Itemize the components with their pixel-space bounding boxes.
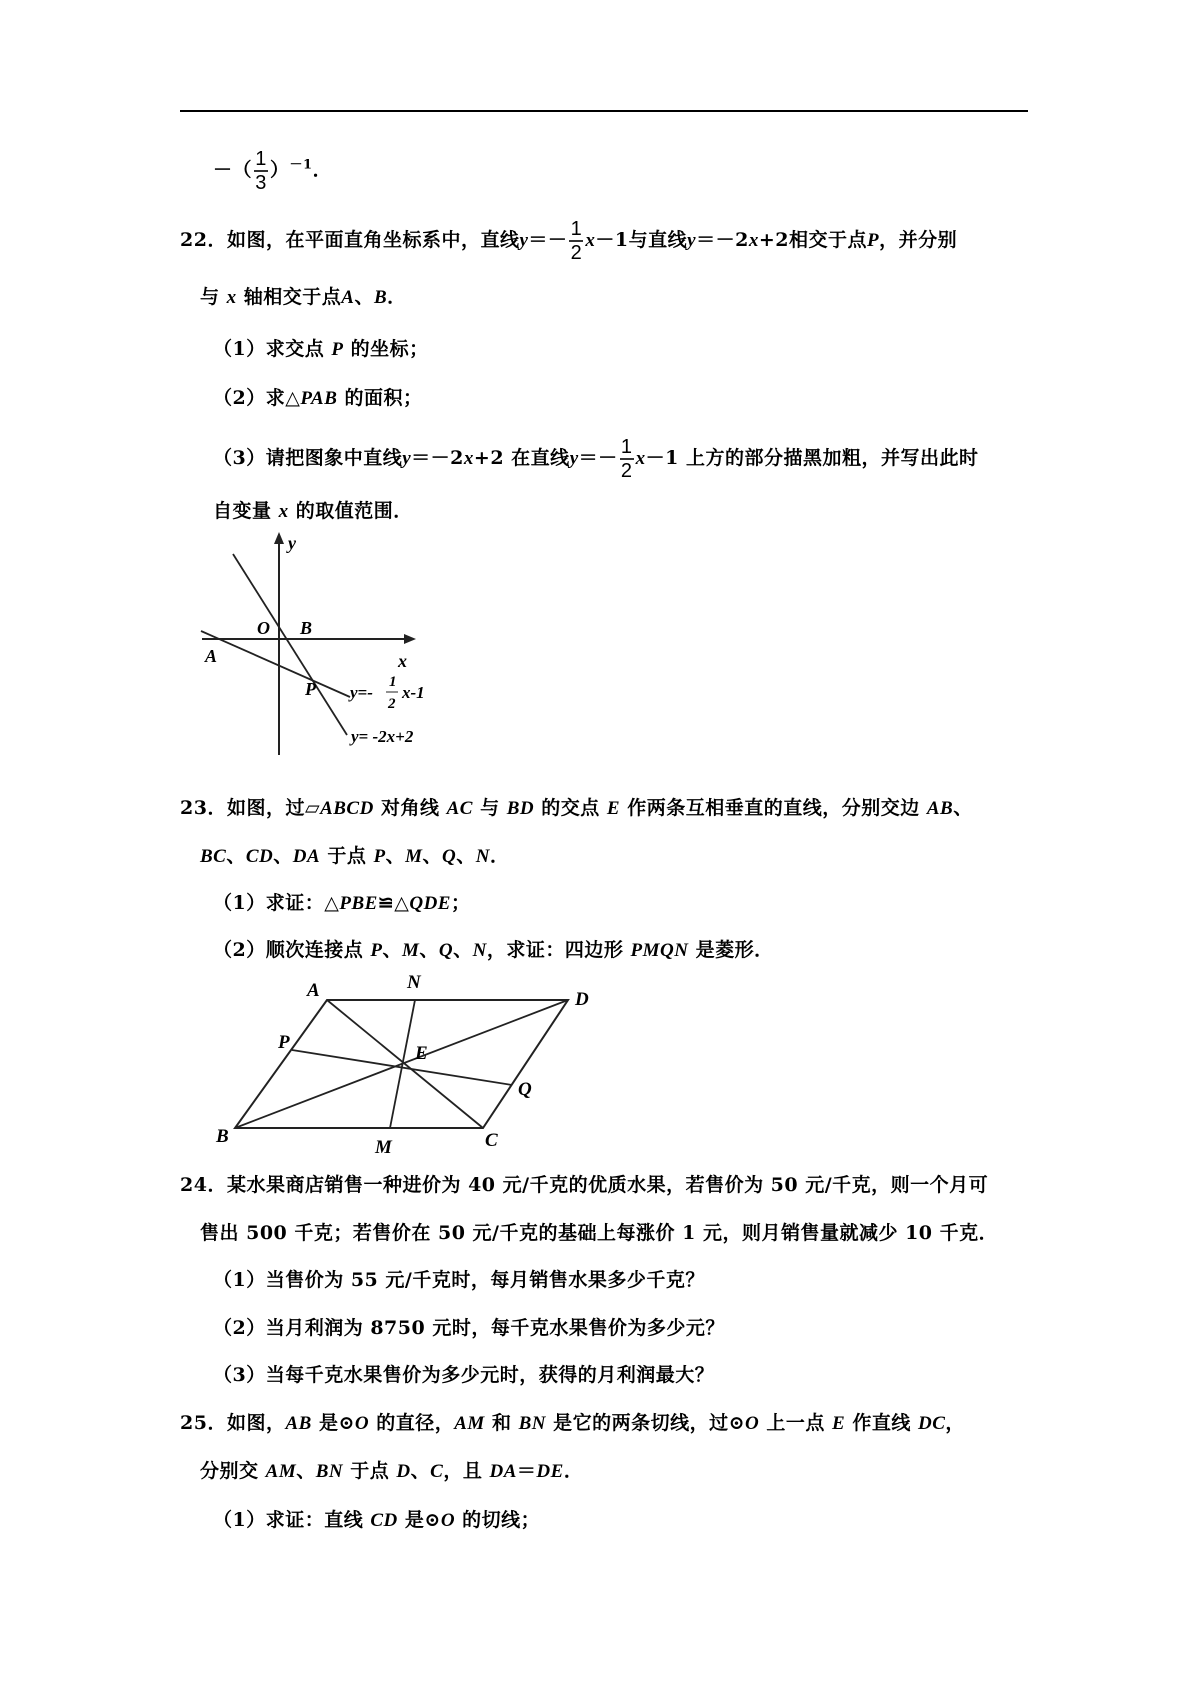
q24-part1 [213, 1265, 705, 1292]
label-eq1-num: 1 [389, 674, 397, 690]
label-E: E [415, 1043, 428, 1064]
var: P [370, 940, 383, 961]
var: C [430, 1461, 444, 1482]
text: 的切线； [462, 1509, 541, 1531]
question-number: 22． [180, 228, 227, 251]
text: 、 [296, 1460, 316, 1482]
text: 、 [385, 845, 406, 867]
text: （3）当每千克水果售价为多少元时，获得的月利润最大？ [213, 1364, 715, 1386]
line-nm [390, 1000, 415, 1128]
var: ABCD [320, 798, 374, 819]
frac-num: 1 [255, 148, 267, 170]
var: AM [265, 1461, 297, 1482]
q24-part3 [213, 1360, 714, 1387]
text: 是菱形． [695, 939, 774, 961]
text: 和 [491, 1412, 512, 1434]
var: y [402, 447, 412, 469]
text: ． [312, 158, 333, 181]
text: ，并分别 [879, 228, 958, 251]
var: N [472, 940, 487, 961]
q24-stem-line2 [200, 1218, 998, 1245]
var: x [226, 287, 237, 308]
var: DA [292, 846, 321, 867]
text: ， [945, 1412, 965, 1434]
text: （3）请把图象中直线 [213, 446, 403, 469]
var: x [635, 447, 646, 469]
text: 于点 [327, 845, 367, 867]
text: 、 [953, 797, 973, 819]
text: 的直径， [376, 1412, 455, 1434]
text: 与 [200, 286, 220, 308]
text: 、 [456, 845, 476, 867]
text: 相交于点 [788, 228, 867, 251]
text: 的取值范围． [295, 500, 413, 522]
text: 是⊙ [404, 1509, 441, 1531]
diagonal-ac [327, 1000, 483, 1128]
line-y-neg2x-plus2 [233, 554, 347, 735]
text: 于点 [350, 1460, 390, 1482]
frac-num: 1 [570, 218, 583, 240]
label-N: N [407, 972, 421, 993]
var: BN [518, 1413, 546, 1434]
text: （2）求△ [213, 387, 301, 409]
text: ≌△ [377, 892, 410, 914]
text: （1）求证：△ [213, 892, 340, 914]
frac-den: 3 [255, 171, 267, 194]
q22-part2 [213, 383, 423, 410]
var: y [687, 229, 697, 251]
text: －1 [595, 228, 629, 251]
q24-stem [180, 1170, 988, 1197]
text: ． [490, 845, 510, 867]
var: PMQN [630, 940, 689, 961]
text: 作直线 [852, 1412, 911, 1434]
x-axis-arrow [404, 634, 416, 644]
frac-num: 1 [620, 436, 633, 458]
text: （1）当售价为 55 元/千克时，每月销售水果多少千克？ [213, 1269, 705, 1291]
var: x [748, 229, 759, 251]
text: 对角线 [380, 797, 440, 819]
exponent: －1 [289, 157, 313, 173]
q23-parallelogram-figure [200, 970, 600, 1160]
var: x [463, 447, 474, 469]
text: 上方的部分描黑加粗，并写出此时 [686, 446, 979, 469]
q24-part2 [213, 1313, 725, 1340]
text: ＝ [516, 1460, 537, 1482]
text: ＝－2 [696, 228, 749, 251]
text: 轴相交于点 [243, 286, 342, 308]
text: 某水果商店销售一种进价为 40 元/千克的优质水果，若售价为 50 元/千克，则一个月可 [226, 1174, 989, 1196]
var: D [396, 1461, 411, 1482]
var: y [569, 447, 579, 469]
header-rule [180, 110, 1028, 112]
diagonal-bd [235, 1000, 568, 1128]
question-number: 25． [180, 1412, 227, 1434]
text: 分别交 [200, 1460, 259, 1482]
var: DE [536, 1461, 564, 1482]
text: 如图，过▱ [226, 797, 321, 819]
label-P: P [278, 1032, 290, 1053]
var: CD [245, 846, 274, 867]
var: AM [454, 1413, 485, 1434]
text: 与 [480, 797, 500, 819]
var: P [373, 846, 386, 867]
q25-stem [180, 1408, 965, 1435]
text: ＝－ [578, 446, 618, 469]
var: y [519, 229, 529, 251]
var: x [585, 229, 596, 251]
text: ） [270, 158, 290, 181]
question-number: 24． [180, 1174, 227, 1196]
label-B: B [216, 1126, 229, 1147]
var: M [405, 846, 423, 867]
var: Q [442, 846, 457, 867]
var: BC [200, 846, 227, 867]
line-y-neg-half-x-minus1 [201, 631, 350, 697]
text: ． [387, 286, 407, 308]
q25-part1 [213, 1505, 540, 1532]
text: ＝－2 [411, 446, 464, 469]
text: ． [563, 1460, 584, 1482]
text: 在直线 [511, 446, 570, 469]
text: 、 [382, 939, 402, 961]
text: 、 [354, 286, 374, 308]
label-A: A [205, 646, 218, 666]
y-axis-arrow [274, 532, 284, 544]
var: QDE [409, 893, 451, 914]
var: PBE [339, 893, 378, 914]
text: （1）求证：直线 [213, 1509, 364, 1531]
text: 自变量 [213, 500, 272, 522]
q23-part1 [213, 888, 470, 915]
text: 与直线 [628, 228, 688, 251]
text: 如图， [226, 1412, 286, 1434]
q22-stem-line2 [200, 282, 407, 309]
q25-stem-line2 [200, 1456, 583, 1483]
q22-part3 [213, 436, 979, 482]
var: O [354, 1413, 370, 1434]
var: B [373, 287, 388, 308]
text: ，且 [443, 1460, 483, 1482]
label-x: x [398, 651, 407, 671]
fraction [569, 218, 583, 264]
text: 是⊙ [318, 1412, 355, 1434]
q23-stem-line2 [200, 841, 510, 868]
var: E [832, 1413, 846, 1434]
q22-part3-line2 [213, 496, 413, 523]
text: （2）顺次连接点 [213, 939, 364, 961]
text: 的面积； [344, 387, 423, 409]
var: DC [918, 1413, 946, 1434]
var: BN [315, 1461, 344, 1482]
text: ，求证：四边形 [486, 939, 624, 961]
text: 作两条互相垂直的直线，分别交边 [627, 797, 920, 819]
var: P [867, 229, 880, 251]
label-C: C [485, 1130, 498, 1151]
text: －1 [645, 446, 679, 469]
label-y: y [288, 533, 296, 553]
q23-stem [180, 793, 973, 820]
var: A [341, 287, 355, 308]
text: 、 [422, 845, 443, 867]
text: 的交点 [541, 797, 600, 819]
text: ＝－ [528, 228, 568, 251]
var: x [278, 501, 289, 522]
var: Q [438, 940, 454, 961]
q22-part1 [213, 334, 429, 361]
var: O [745, 1413, 760, 1434]
var: BD [506, 798, 535, 819]
var: P [331, 339, 344, 360]
text: 、 [419, 939, 439, 961]
label-O: O [257, 618, 270, 638]
q22-coordinate-figure [200, 530, 460, 760]
text: ； [450, 892, 471, 914]
text: 如图，在平面直角坐标系中，直线 [226, 228, 520, 251]
fraction [254, 148, 268, 194]
label-eq2: y= -2x+2 [351, 727, 414, 746]
label-A: A [307, 980, 320, 1001]
var: M [401, 940, 420, 961]
prev-question-tail [213, 148, 332, 194]
text: +2 [473, 446, 505, 469]
var: DA [489, 1461, 517, 1482]
question-number: 23． [180, 797, 227, 819]
text: 的坐标； [350, 338, 429, 360]
text: 、 [410, 1460, 431, 1482]
label-eq1-den: 2 [388, 696, 396, 712]
text: （2）当月利润为 8750 元时，每千克水果售价为多少元？ [213, 1317, 725, 1339]
label-Q: Q [518, 1079, 532, 1100]
text: 、 [453, 939, 473, 961]
text: 上一点 [766, 1412, 825, 1434]
var: CD [370, 1510, 398, 1531]
frac-den: 2 [620, 459, 633, 482]
text: 是它的两条切线，过⊙ [553, 1412, 746, 1434]
var: AC [446, 798, 473, 819]
q22-stem [180, 218, 957, 264]
frac-den: 2 [570, 241, 583, 264]
label-D: D [575, 989, 589, 1010]
text: 售出 500 千克；若售价在 50 元/千克的基础上每涨价 1 元，则月销售量就减少 10 千克． [200, 1222, 999, 1244]
text: 、 [273, 845, 293, 867]
label-eq1-post: x-1 [402, 683, 425, 702]
label-B: B [300, 618, 313, 638]
var: AB [285, 1413, 312, 1434]
text: －（ [213, 158, 253, 181]
var: PAB [300, 388, 338, 409]
label-eq1-pre: y=- [350, 683, 373, 702]
var: E [606, 798, 621, 819]
var: O [440, 1510, 456, 1531]
var: AB [926, 798, 954, 819]
q23-part2 [213, 935, 774, 962]
text: （1）求交点 [213, 338, 325, 360]
text: 、 [226, 845, 246, 867]
text: +2 [758, 228, 789, 251]
label-M: M [375, 1137, 392, 1158]
label-P: P [305, 679, 316, 699]
fraction [620, 436, 634, 482]
var: N [475, 846, 490, 867]
